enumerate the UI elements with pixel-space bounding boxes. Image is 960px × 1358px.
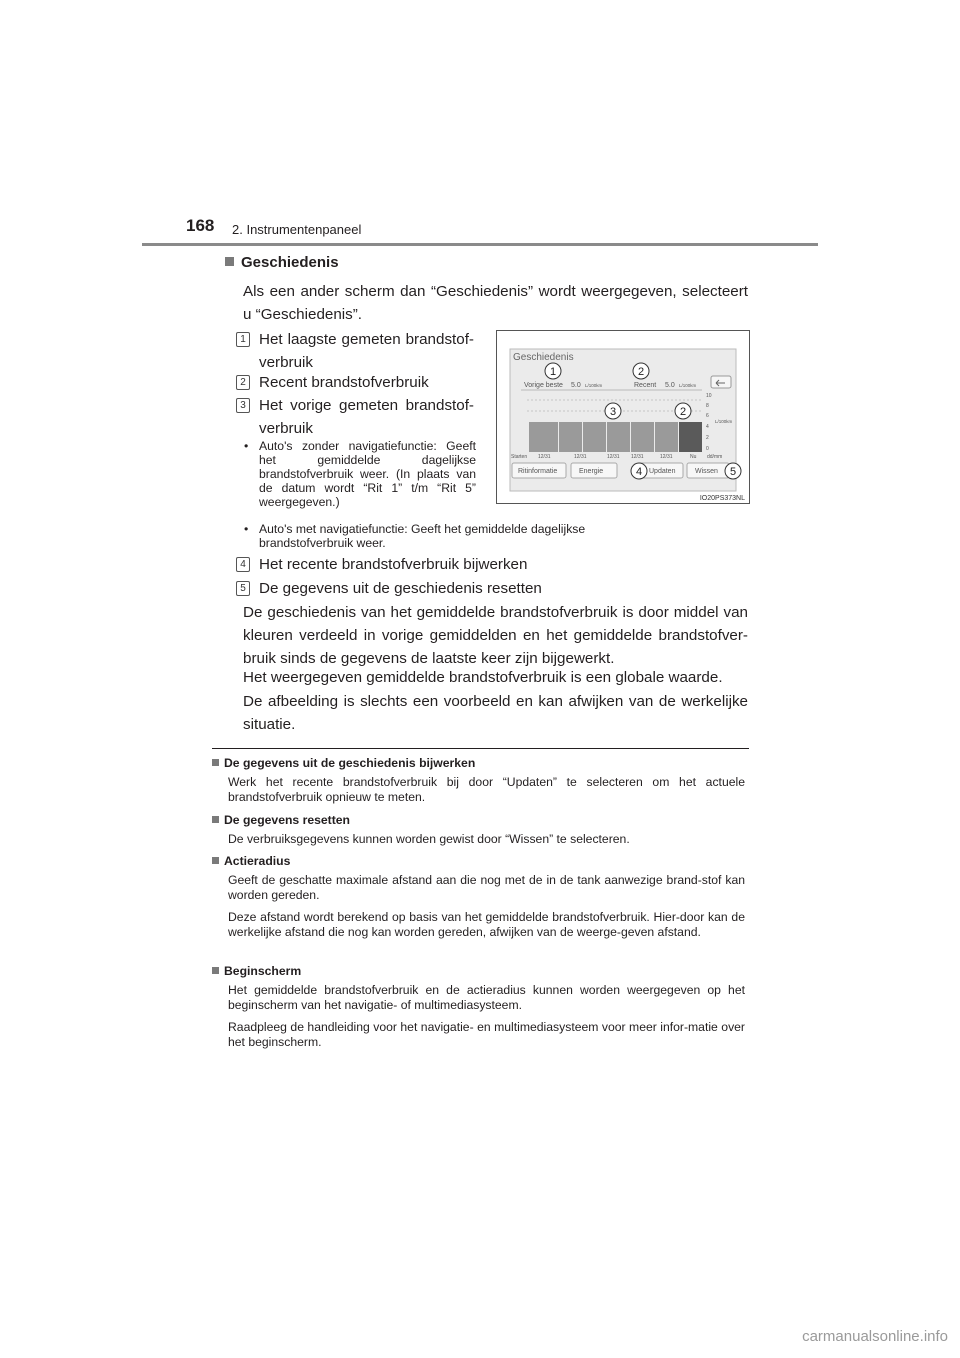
screen-figure: [496, 330, 750, 504]
item-2: [236, 371, 474, 394]
note-text-range-2: Deze afstand wordt berekend op basis van het gemiddelde brandstofverbruik. Hier-door kan de werkelijke afstand die nog kan worden gereden, afwijken van de weerge-geven afstand.: [228, 910, 745, 939]
paragraph-example: De afbeelding is slechts een voorbeeld en kan afwijken van de werkelijke situatie.: [243, 693, 748, 733]
screen-title: Geschiedenis: [513, 352, 574, 363]
callout-number-5: 5: [236, 581, 250, 596]
x-axis-labels: [511, 454, 722, 460]
callout-number-3: 3: [236, 398, 250, 413]
note-text-range-1: Geeft de geschatte maximale afstand aan die nog met de in de tank aanwezige brand-stof kan worden gereden.: [228, 873, 745, 902]
note-text-update: Werk het recente brandstofverbruik bij door “Updaten” te selecteren om het actuele brandstofverbruik opnieuw te meten.: [228, 775, 745, 804]
back-button[interactable]: [711, 376, 731, 388]
note-text-home-1: Het gemiddelde brandstofverbruik en de actieradius kunnen worden weergegeven op het beginscherm van het navigatie- of multimediasysteem.: [228, 983, 745, 1012]
item-1: [236, 328, 474, 374]
wissen-label: Wissen: [695, 468, 718, 475]
note-text-home-2: Raadpleeg de handleiding voor het navigatie- en multimediasysteem voor meer infor-matie over het beginscherm.: [228, 1020, 745, 1049]
item-4: [236, 553, 527, 576]
recent-unit: L/100km: [679, 383, 697, 388]
item-5: [236, 577, 542, 600]
x-label: Starten: [511, 454, 528, 460]
paragraph-history: De geschiedenis van het gemiddelde brandstofverbruik is door middel van kleuren verdeeld in vorige gemiddelden en het gemiddelde brandstofver-bruik sinds de gegevens de laatste keer zijn bijgewerkt.: [243, 604, 748, 667]
callout-number-1: 1: [236, 332, 250, 347]
chapter-title: 2. Instrumentenpaneel: [232, 222, 362, 237]
page-number: 168: [186, 216, 215, 235]
bar-2: [583, 422, 606, 452]
best-label: Vorige beste: [524, 382, 563, 389]
bar-5: [655, 422, 678, 452]
bar-starten: [529, 422, 558, 452]
note-text-reset: De verbruiksgegevens kunnen worden gewist door “Wissen” te selecteren.: [228, 832, 630, 846]
bullet-with-nav: • Auto's met navigatiefunctie: Geeft het gemiddelde dagelijkse brandstofverbruik weer.: [244, 522, 586, 550]
ritinformatie-label: Ritinformatie: [518, 468, 558, 475]
square-bullet-icon: [212, 816, 219, 823]
y-tick: 0: [706, 446, 709, 452]
square-bullet-icon: [212, 857, 219, 864]
updaten-label: Updaten: [649, 468, 676, 475]
callout-4: 4: [635, 466, 643, 478]
x-label: Nu: [690, 454, 697, 460]
bar-4: [631, 422, 654, 452]
x-label: 12/31: [607, 454, 620, 460]
callout-5: 5: [729, 466, 737, 478]
callout-2b: 2: [679, 406, 687, 418]
header-rule: [142, 243, 818, 246]
note-title-range: Actieradius: [212, 854, 290, 868]
best-unit: L/100km: [585, 383, 603, 388]
notes-separator: [212, 748, 749, 749]
callout-1: 1: [549, 366, 557, 378]
figure-code: IO20PS373NL: [699, 495, 745, 502]
bullet-no-nav: • Auto's zonder navigatiefunctie: Geeft het gemiddelde dagelijkse brandstofverbruik weer. (In plaats van de datum wordt “Rit 1” t/m “Rit 5” weergegeven.): [244, 439, 476, 509]
y-tick: 4: [706, 424, 709, 430]
square-bullet-icon: [212, 759, 219, 766]
x-label: 12/31: [574, 454, 587, 460]
square-bullet-icon: [225, 257, 234, 266]
recent-label: Recent: [634, 382, 657, 389]
energie-label: Energie: [579, 468, 604, 475]
square-bullet-icon: [212, 967, 219, 974]
item-3: [236, 394, 474, 440]
y-tick: 10: [706, 393, 712, 399]
section-title: [225, 254, 339, 271]
section-title-text: Geschiedenis: [241, 254, 339, 271]
note-title-update: De gegevens uit de geschiedenis bijwerken: [212, 756, 475, 770]
y-tick: 2: [706, 435, 709, 441]
watermark: carmanualsonline.info: [802, 1328, 948, 1345]
y-unit: L/100km: [715, 419, 733, 424]
bar-1: [559, 422, 582, 452]
bar-3: [607, 422, 630, 452]
callout-2: 2: [637, 366, 645, 378]
history-bars: [529, 422, 702, 452]
screen-illustration: [497, 331, 749, 503]
paragraph-global-value: Het weergegeven gemiddelde brandstofverbruik is een globale waarde.: [243, 669, 723, 686]
best-value: 5.0: [571, 382, 581, 389]
recent-value: 5.0: [665, 382, 675, 389]
bar-nu: [679, 422, 702, 452]
callout-3: 3: [609, 406, 617, 418]
item-3-text: Het vorige gemeten brandstof-verbruik: [259, 397, 474, 437]
item-4-text: Het recente brandstofverbruik bijwerken: [259, 556, 528, 573]
y-tick: 6: [706, 413, 709, 419]
note-title-home: Beginscherm: [212, 964, 301, 978]
x-unit: dd/mm: [707, 454, 723, 460]
item-5-text: De gegevens uit de geschiedenis resetten: [259, 580, 542, 597]
x-label: 12/31: [660, 454, 673, 460]
item-1-text: Het laagste gemeten brandstof-verbruik: [259, 331, 474, 371]
callout-number-4: 4: [236, 557, 250, 572]
y-tick: 8: [706, 403, 709, 409]
item-2-text: Recent brandstofverbruik: [259, 374, 429, 391]
callout-number-2: 2: [236, 375, 250, 390]
x-label: 12/31: [538, 454, 551, 460]
note-title-reset: De gegevens resetten: [212, 813, 350, 827]
x-label: 12/31: [631, 454, 644, 460]
intro-paragraph: Als een ander scherm dan “Geschiedenis” wordt weergegeven, selecteert u “Geschiedenis”.: [243, 283, 748, 323]
